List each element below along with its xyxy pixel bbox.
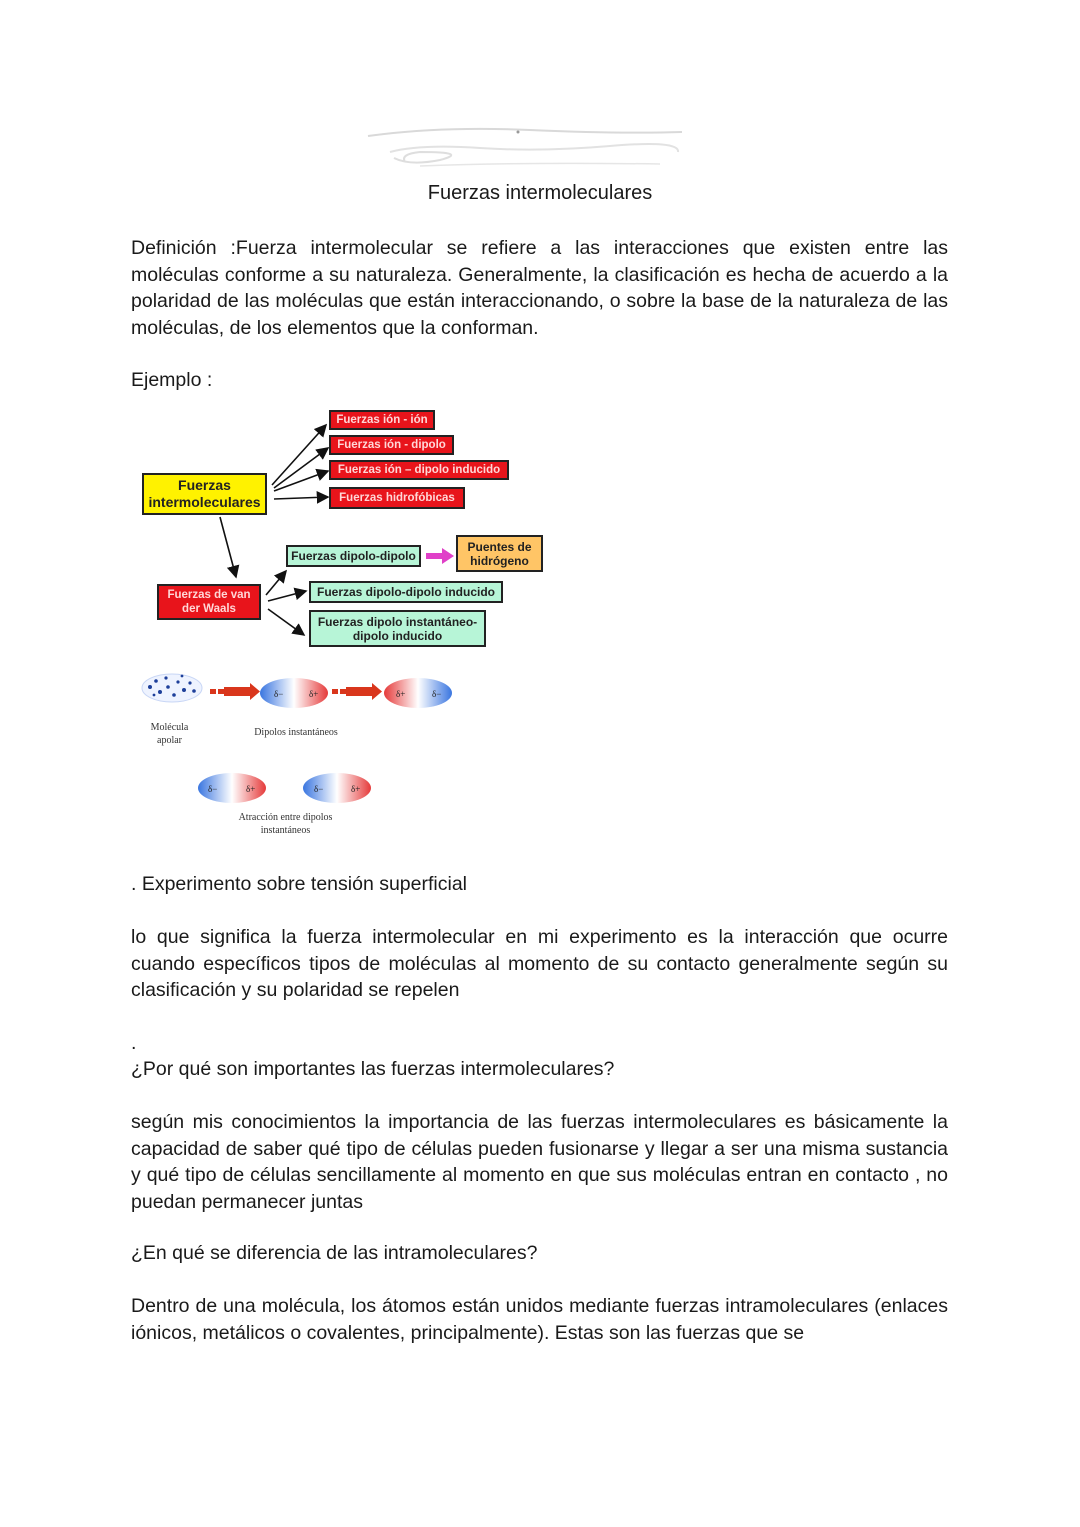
scribble-mark — [360, 122, 690, 174]
difference-question: ¿En qué se diferencia de las intramoleculares? — [131, 1242, 538, 1264]
ion-induced-dipole-box: Fuerzas ión – dipolo inducido — [329, 460, 509, 480]
root-box: Fuerzas intermoleculares — [142, 473, 267, 515]
delta-plus-label: δ+ — [351, 784, 361, 794]
example-label: Ejemplo : — [131, 369, 213, 391]
attraction-caption: Atracción entre dipolos instantáneos — [238, 812, 333, 836]
experiment-heading: . Experimento sobre tensión superficial — [131, 873, 468, 895]
ion-ion-box: Fuerzas ión - ión — [329, 410, 435, 430]
dipole-dipole-box: Fuerzas dipolo-dipolo — [286, 545, 421, 567]
delta-plus-label: δ+ — [396, 689, 406, 699]
dipole-illustration — [136, 665, 466, 845]
importance-question: ¿Por qué son importantes las fuerzas intermoleculares? — [131, 1058, 615, 1080]
delta-minus-label: δ− — [208, 784, 218, 794]
apolar-caption: Molécula apolar — [150, 722, 189, 746]
definition-paragraph: Definición :Fuerza intermolecular se refiere a las interacciones que existen entre las moléculas conforme a su naturaleza. Generalmente, la clasificación es hecha de acuerdo a la polaridad de las moléculas que están interaccionando, o sobre la base de la naturaleza de las moléculas, de los elementos que la conforman. — [131, 237, 948, 339]
delta-minus-label: δ− — [432, 689, 442, 699]
delta-minus-label: δ− — [274, 689, 284, 699]
hydrogen-bonds-box: Puentes de hidrógeno — [456, 535, 543, 572]
hydrophobic-box: Fuerzas hidrofóbicas — [329, 487, 465, 509]
experiment-paragraph: lo que significa la fuerza intermolecular en mi experimento es la interacción que ocurre cuando específicos tipos de moléculas al momento de su contacto generalmente según su clasificación y su polaridad se repelen — [131, 926, 948, 1001]
document-title: Fuerzas intermoleculares — [427, 182, 653, 204]
delta-plus-label: δ+ — [309, 689, 319, 699]
instant-dipole-box: Fuerzas dipolo instantáneo- dipolo inducido — [309, 610, 486, 647]
instant-dipole-2 — [384, 678, 452, 708]
importance-paragraph: según mis conocimientos la importancia de las fuerzas intermoleculares es básicamente la capacidad de saber qué tipo de células pueden fusionarse y llegar a ser una misma sustancia y qué tipo de células sencillamente al momento en que sus moléculas entran en contacto , no puedan permanecer juntas — [131, 1111, 948, 1213]
separator-dot: . — [131, 1032, 137, 1054]
delta-plus-label: δ+ — [246, 784, 256, 794]
difference-paragraph: Dentro de una molécula, los átomos están unidos mediante fuerzas intramoleculares (enlaces iónicos, metálicos o covalentes, principalmente). Estas son las fuerzas que se — [131, 1295, 948, 1344]
van-der-waals-box: Fuerzas de van der Waals — [157, 584, 261, 620]
delta-minus-label: δ− — [314, 784, 324, 794]
dipole-induced-box: Fuerzas dipolo-dipolo inducido — [309, 581, 503, 603]
instant-caption: Dipolos instantáneos — [254, 727, 338, 738]
forces-diagram — [136, 405, 556, 655]
ion-dipole-box: Fuerzas ión - dipolo — [329, 435, 454, 455]
